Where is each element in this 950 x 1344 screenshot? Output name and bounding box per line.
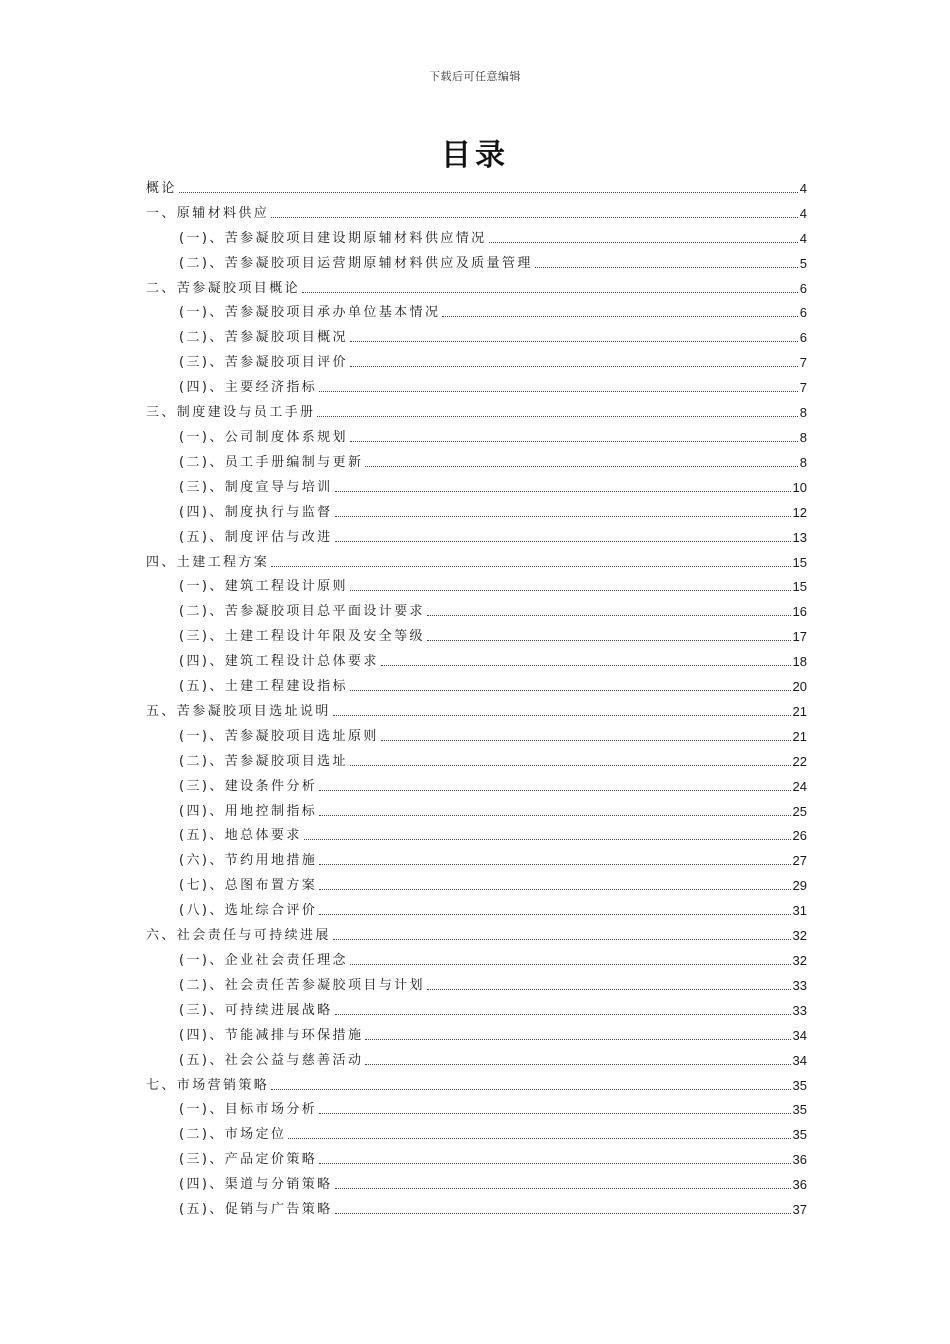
toc-page-number: 27 <box>792 853 807 869</box>
toc-entry-label: (五)、土建工程建设指标 <box>179 679 348 695</box>
toc-page-number: 22 <box>792 753 807 769</box>
toc-dot-leader <box>288 1138 790 1139</box>
toc-entry-label: 四、土建工程方案 <box>146 554 270 570</box>
toc-page-number: 36 <box>792 1177 807 1193</box>
toc-subentry[interactable] <box>146 1170 807 1195</box>
toc-subentry[interactable] <box>146 747 807 772</box>
toc-subentry[interactable] <box>146 249 807 274</box>
toc-entry-label: (二)、苦参凝胶项目概况 <box>179 330 348 346</box>
toc-entry-label: (三)、产品定价策略 <box>179 1152 318 1168</box>
toc-entry-label: (二)、社会责任苦参凝胶项目与计划 <box>179 977 425 993</box>
toc-dot-leader <box>271 1089 790 1090</box>
toc-page-number: 33 <box>792 1002 807 1018</box>
toc-entry-label: (三)、制度宣导与培训 <box>179 479 333 495</box>
toc-entry-label: (七)、总图布置方案 <box>179 878 318 894</box>
toc-page-number: 4 <box>799 180 807 196</box>
toc-page-number: 32 <box>792 928 807 944</box>
toc-dot-leader <box>319 889 790 890</box>
toc-dot-leader <box>535 267 798 268</box>
toc-subentry[interactable] <box>146 373 807 398</box>
toc-page-number: 36 <box>792 1152 807 1168</box>
toc-page-number: 6 <box>799 280 807 296</box>
toc-subentry[interactable] <box>146 1120 807 1145</box>
toc-dot-leader <box>350 341 798 342</box>
toc-page-number: 8 <box>799 405 807 421</box>
toc-entry-label: (三)、苦参凝胶项目评价 <box>179 355 348 371</box>
toc-dot-leader <box>365 1064 790 1065</box>
toc-dot-leader <box>427 989 791 990</box>
toc-dot-leader <box>381 740 791 741</box>
toc-page-number: 26 <box>792 828 807 844</box>
toc-dot-leader <box>350 441 798 442</box>
toc-entry-label: (三)、土建工程设计年限及安全等级 <box>179 629 425 645</box>
toc-page-number: 20 <box>792 679 807 695</box>
toc-entry-label: (一)、企业社会责任理念 <box>179 953 348 968</box>
toc-page-number: 17 <box>792 629 807 645</box>
toc-dot-leader <box>271 217 798 218</box>
toc-page-number: 15 <box>792 554 807 570</box>
toc-entry-label: (四)、制度执行与监督 <box>179 504 333 520</box>
toc-page-number: 4 <box>799 230 807 246</box>
toc-dot-leader <box>319 391 798 392</box>
toc-entry-label: (二)、苦参凝胶项目总平面设计要求 <box>179 604 425 620</box>
toc-subentry[interactable] <box>146 323 807 348</box>
toc-dot-leader <box>365 466 797 467</box>
toc-subentry[interactable] <box>146 473 807 498</box>
toc-entry[interactable] <box>146 697 807 722</box>
toc-dot-leader <box>350 964 791 965</box>
toc-dot-leader <box>350 690 791 691</box>
toc-entry-label: 概论 <box>146 180 177 196</box>
toc-subentry[interactable] <box>146 647 807 672</box>
toc-entry-label: (六)、节约用地措施 <box>179 853 318 869</box>
toc-page-number: 34 <box>792 1027 807 1043</box>
toc-dot-leader <box>442 316 797 317</box>
toc-entry-label: (三)、建设条件分析 <box>179 778 318 794</box>
toc-page-number: 15 <box>792 579 807 595</box>
toc-entry-label: 六、社会责任与可持续进展 <box>146 928 331 944</box>
toc-entry-label: (四)、节能减排与环保措施 <box>179 1027 364 1043</box>
toc-dot-leader <box>319 790 790 791</box>
toc-page-number: 24 <box>792 778 807 794</box>
toc-entry-label: (二)、苦参凝胶项目运营期原辅材料供应及质量管理 <box>179 255 533 271</box>
toc-dot-leader <box>335 541 791 542</box>
toc-entry[interactable] <box>146 174 807 199</box>
toc-page-number: 35 <box>792 1127 807 1143</box>
toc-page-number: 35 <box>792 1102 807 1118</box>
toc-subentry[interactable] <box>146 348 807 373</box>
toc-page-number: 31 <box>792 903 807 919</box>
toc-entry-label: 五、苦参凝胶项目选址说明 <box>146 703 331 719</box>
toc-page-number: 8 <box>799 454 807 470</box>
toc-entry-label: 一、原辅材料供应 <box>146 205 270 221</box>
toc-page-number: 4 <box>799 205 807 221</box>
toc-page-number: 7 <box>799 355 807 371</box>
toc-dot-leader <box>335 1014 791 1015</box>
toc-dot-leader <box>365 1039 790 1040</box>
toc-dot-leader <box>350 590 791 591</box>
toc-dot-leader <box>427 615 791 616</box>
toc-dot-leader <box>489 242 798 243</box>
toc-dot-leader <box>319 864 790 865</box>
toc-subentry[interactable] <box>146 996 807 1021</box>
toc-entry[interactable] <box>146 398 807 423</box>
toc-dot-leader <box>304 839 791 840</box>
toc-entry-label: (一)、苦参凝胶项目建设期原辅材料供应情况 <box>179 230 487 246</box>
toc-dot-leader <box>333 939 791 940</box>
toc-entry-label: (三)、可持续进展战略 <box>179 1002 333 1018</box>
toc-page-number: 34 <box>792 1052 807 1068</box>
page-title: 目录 <box>441 138 509 173</box>
toc-subentry[interactable] <box>146 448 807 473</box>
toc-subentry[interactable] <box>146 299 807 324</box>
toc-page-number: 12 <box>792 504 807 520</box>
toc-dot-leader <box>317 416 797 417</box>
toc-entry-label: (一)、公司制度体系规划 <box>179 429 348 445</box>
toc-page-number: 18 <box>792 654 807 670</box>
toc-entry-label: (二)、苦参凝胶项目选址 <box>179 753 348 769</box>
toc-page-number: 33 <box>792 977 807 993</box>
toc-entry[interactable] <box>146 199 807 224</box>
toc-subentry[interactable] <box>146 1046 807 1071</box>
toc-dot-leader <box>335 1213 791 1214</box>
toc-subentry[interactable] <box>146 573 807 598</box>
toc-dot-leader <box>271 566 790 567</box>
toc-page-number: 35 <box>792 1077 807 1093</box>
toc-entry-label: (一)、苦参凝胶项目选址原则 <box>179 728 379 744</box>
toc-dot-leader <box>350 366 798 367</box>
toc-dot-leader <box>319 914 790 915</box>
toc-dot-leader <box>381 665 791 666</box>
toc-subentry[interactable] <box>146 523 807 548</box>
toc-entry-label: (二)、员工手册编制与更新 <box>179 454 364 470</box>
toc-page-number: 8 <box>799 429 807 445</box>
toc-page-number: 37 <box>792 1202 807 1218</box>
toc-page-number: 7 <box>799 380 807 396</box>
toc-subentry[interactable] <box>146 797 807 822</box>
toc-subentry[interactable] <box>146 1021 807 1046</box>
toc-dot-leader <box>427 640 791 641</box>
toc-dot-leader <box>335 1188 791 1189</box>
toc-subentry[interactable] <box>146 224 807 249</box>
toc-dot-leader <box>302 292 798 293</box>
toc-entry-label: 二、苦参凝胶项目概论 <box>146 280 301 296</box>
toc-subentry[interactable] <box>146 772 807 797</box>
toc-entry[interactable] <box>146 921 807 946</box>
toc-subentry[interactable] <box>146 822 807 847</box>
toc-page-number: 5 <box>799 255 807 271</box>
toc-page-number: 25 <box>792 803 807 819</box>
table-of-contents <box>146 174 807 1220</box>
toc-entry[interactable] <box>146 1071 807 1096</box>
toc-entry-label: (五)、促销与广告策略 <box>179 1202 333 1218</box>
toc-page-number: 10 <box>792 479 807 495</box>
toc-entry-label: (四)、渠道与分销策略 <box>179 1177 333 1193</box>
toc-entry-label: (八)、选址综合评价 <box>179 903 318 919</box>
toc-dot-leader <box>350 765 791 766</box>
toc-subentry[interactable] <box>146 622 807 647</box>
toc-subentry[interactable] <box>146 946 807 971</box>
toc-entry-label: 三、制度建设与员工手册 <box>146 405 316 421</box>
toc-dot-leader <box>319 1163 790 1164</box>
toc-subentry[interactable] <box>146 722 807 747</box>
toc-dot-leader <box>333 715 791 716</box>
toc-entry-label: (一)、建筑工程设计原则 <box>179 579 348 595</box>
toc-page-number: 6 <box>799 305 807 321</box>
toc-page-number: 21 <box>792 728 807 744</box>
toc-entry-label: (一)、目标市场分析 <box>179 1102 318 1118</box>
toc-entry-label: (五)、制度评估与改进 <box>179 529 333 545</box>
toc-subentry[interactable] <box>146 896 807 921</box>
toc-subentry[interactable] <box>146 971 807 996</box>
toc-entry-label: (五)、地总体要求 <box>179 828 302 844</box>
toc-entry-label: (二)、市场定位 <box>179 1127 287 1143</box>
toc-subentry[interactable] <box>146 498 807 523</box>
toc-subentry[interactable] <box>146 423 807 448</box>
toc-subentry[interactable] <box>146 871 807 896</box>
toc-subentry[interactable] <box>146 672 807 697</box>
toc-entry-label: (四)、主要经济指标 <box>179 380 318 396</box>
toc-entry-label: (五)、社会公益与慈善活动 <box>179 1052 364 1068</box>
toc-page-number: 32 <box>792 953 807 968</box>
toc-page-number: 6 <box>799 330 807 346</box>
toc-dot-leader <box>179 192 798 193</box>
toc-dot-leader <box>335 516 791 517</box>
toc-entry-label: (四)、用地控制指标 <box>179 803 318 819</box>
toc-page-number: 29 <box>792 878 807 894</box>
toc-page-number: 21 <box>792 703 807 719</box>
header-note: 下载后可任意编辑 <box>429 70 521 83</box>
toc-dot-leader <box>319 1113 790 1114</box>
toc-entry-label: (一)、苦参凝胶项目承办单位基本情况 <box>179 305 441 321</box>
toc-page-number: 13 <box>792 529 807 545</box>
toc-subentry[interactable] <box>146 597 807 622</box>
toc-subentry[interactable] <box>146 1096 807 1121</box>
toc-subentry[interactable] <box>146 846 807 871</box>
toc-subentry[interactable] <box>146 1145 807 1170</box>
toc-entry-label: 七、市场营销策略 <box>146 1077 270 1093</box>
toc-dot-leader <box>335 491 791 492</box>
toc-entry[interactable] <box>146 548 807 573</box>
toc-subentry[interactable] <box>146 1195 807 1220</box>
toc-dot-leader <box>319 815 790 816</box>
toc-entry-label: (四)、建筑工程设计总体要求 <box>179 654 379 670</box>
toc-page-number: 16 <box>792 604 807 620</box>
toc-entry[interactable] <box>146 274 807 299</box>
